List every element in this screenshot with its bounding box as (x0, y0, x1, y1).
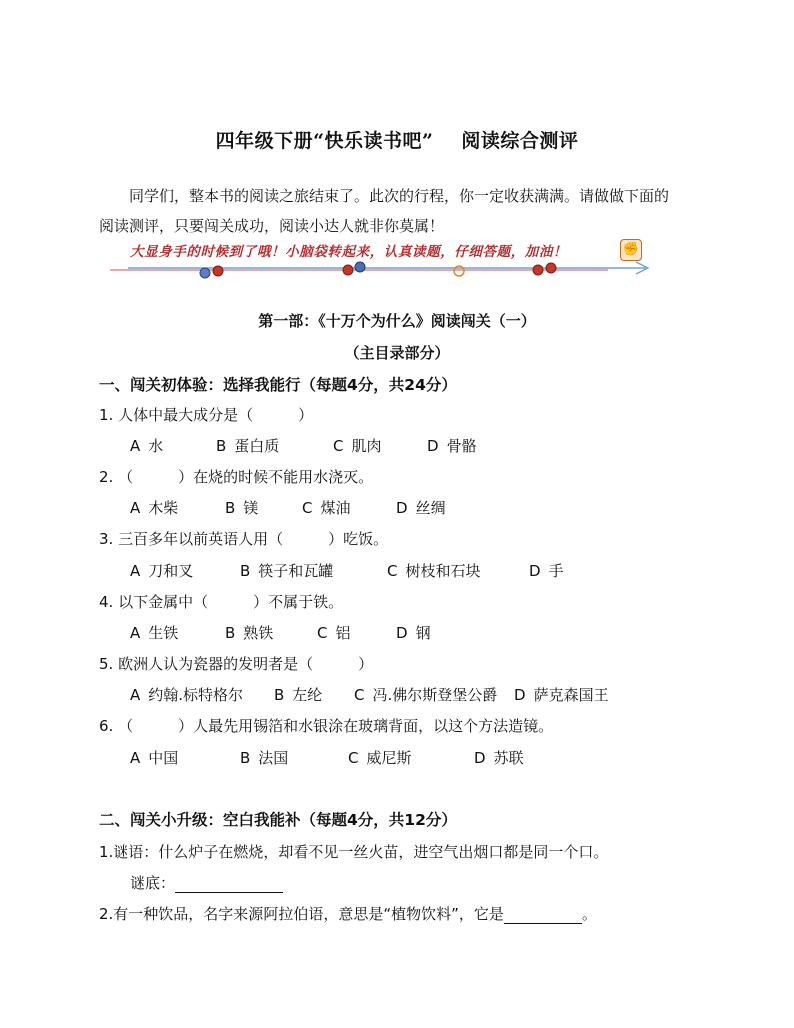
option[interactable]: A 生铁 (130, 624, 179, 642)
part-title: 第一部：《十万个为什么》阅读闯关（一） (258, 312, 536, 330)
option[interactable]: A 刀和叉 (130, 562, 194, 580)
question-6: 6. （ ）人最先用锡箔和水银涂在玻璃背面，以这个方法造镜。 (99, 717, 554, 735)
intro-paragraph (99, 181, 709, 241)
fist-icon: ✊ (620, 239, 642, 261)
option[interactable]: A 中国 (130, 749, 179, 767)
option[interactable]: C 树枝和石块 (387, 562, 481, 580)
fill-question-1: 1.谜语：什么炉子在燃烧，却看不见一丝火苗，进空气出烟口都是同一个口。 (99, 843, 609, 861)
banner-text: 大显身手的时候到了哦！小脑袋转起来，认真读题，仔细答题，加油！ (130, 244, 568, 260)
question-4: 4. 以下金属中（ ）不属于铁。 (99, 593, 344, 611)
option[interactable]: B 蛋白质 (216, 437, 280, 455)
section-2-title: 二、闯关小升级：空白我能补（每题4分，共12分） (99, 811, 457, 829)
question-5: 5. 欧洲人认为瓷器的发明者是（ ） (99, 655, 374, 673)
option[interactable]: D 钢 (396, 624, 431, 642)
answer-label: 谜底： (130, 874, 176, 892)
option[interactable]: A 约翰.标特格尔 (130, 686, 244, 704)
answer-blank[interactable] (175, 874, 283, 893)
section-1-title: 一、闯关初体验：选择我能行（每题4分，共24分） (99, 376, 457, 394)
option[interactable]: B 熟铁 (225, 624, 274, 642)
fill-answer-1 (130, 872, 283, 893)
option[interactable]: A 水 (130, 437, 164, 455)
option[interactable]: D 萨克森国王 (514, 686, 609, 704)
option[interactable]: B 镁 (225, 499, 259, 517)
question-1: 1. 人体中最大成分是（ ） (99, 406, 314, 424)
title-sub: 阅读综合测评 (461, 130, 579, 152)
part-subtitle: （主目录部分） (344, 344, 450, 362)
timeline-arrow-icon (108, 256, 658, 286)
option[interactable]: B 筷子和瓦罐 (240, 562, 334, 580)
encouragement-banner (108, 236, 658, 286)
option[interactable]: C 冯.佛尔斯登堡公爵 (354, 686, 498, 704)
intro-line-1: 同学们，整本书的阅读之旅结束了。此次的行程，你一定收获满满。请做做下面的 (129, 187, 670, 205)
option[interactable]: D 丝绸 (396, 499, 446, 517)
option[interactable]: D 手 (529, 562, 564, 580)
intro-line-2: 阅读测评，只要闯关成功，阅读小达人就非你莫属！ (99, 217, 445, 235)
option[interactable]: C 肌肉 (333, 437, 382, 455)
option[interactable]: C 煤油 (302, 499, 351, 517)
option[interactable]: C 铝 (317, 624, 351, 642)
question-2: 2. （ ）在烧的时候不能用水浇灭。 (99, 468, 374, 486)
title-main: 四年级下册“快乐读书吧” (215, 130, 434, 152)
fill-question-2: 2.有一种饮品，名字来源阿拉伯语，意思是“植物饮料”，它是 。 (99, 905, 597, 923)
option[interactable]: D 骨骼 (427, 437, 477, 455)
option[interactable]: C 威尼斯 (348, 749, 412, 767)
option[interactable]: B 法国 (240, 749, 289, 767)
option[interactable]: A 木柴 (130, 499, 179, 517)
question-3: 3. 三百多年以前英语人用（ ）吃饭。 (99, 530, 389, 548)
page-title (0, 126, 794, 153)
answer-blank[interactable] (504, 905, 582, 924)
option[interactable]: D 苏联 (474, 749, 524, 767)
option[interactable]: B 左纶 (274, 686, 323, 704)
